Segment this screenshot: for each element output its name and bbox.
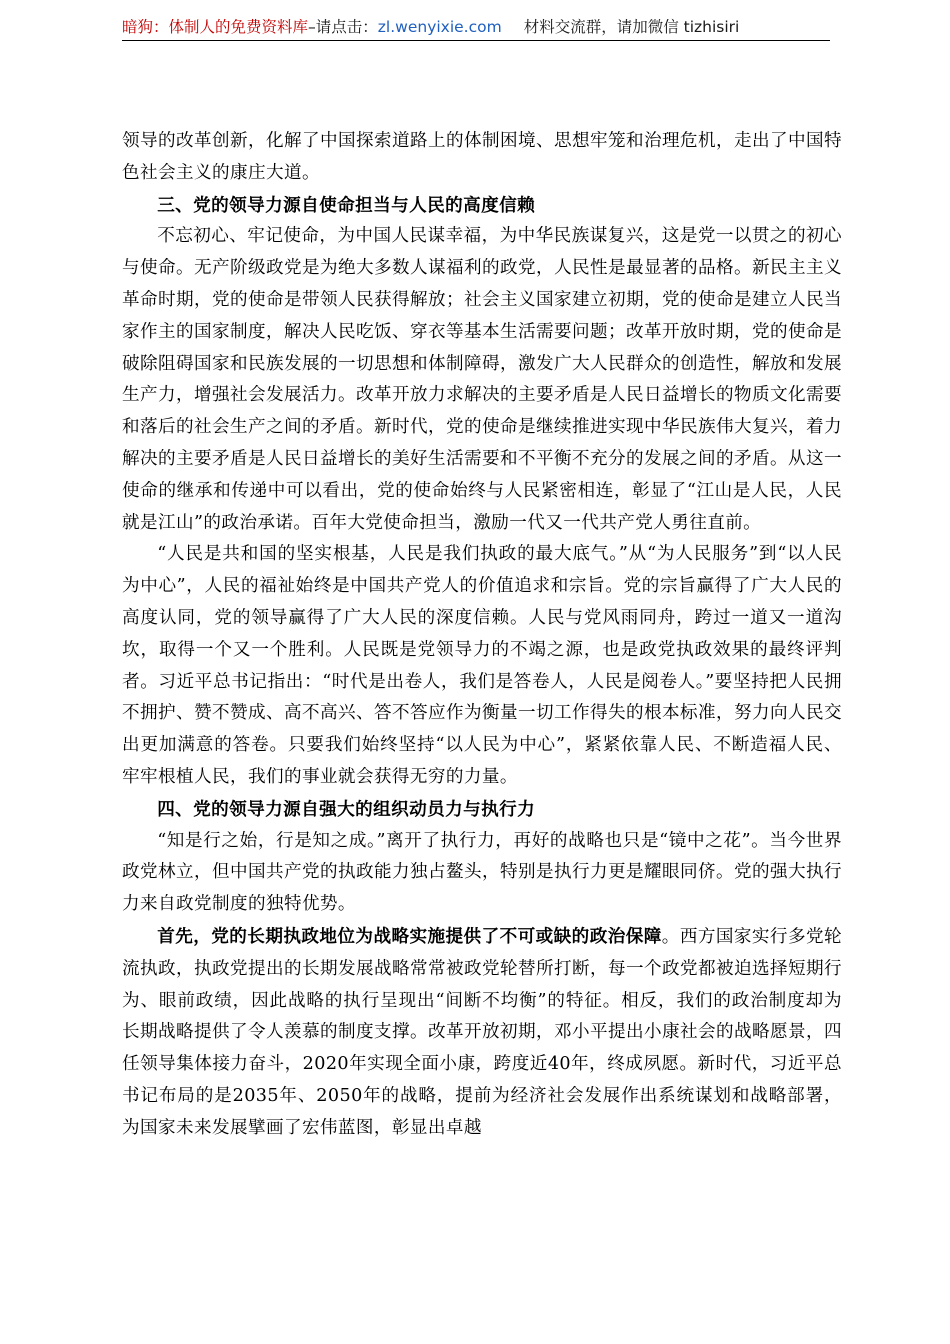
header-divider bbox=[122, 40, 830, 41]
paragraph-4b-lead: 首先，党的长期执政地位为战略实施提供了不可或缺的政治保障 bbox=[157, 925, 662, 947]
header-link[interactable]: zl.wenyixie.com bbox=[377, 18, 502, 36]
section-heading-3: 三、党的领导力源自使命担当与人民的高度信赖 bbox=[157, 194, 536, 216]
paragraph-3a: 不忘初心、牢记使命，为中国人民谋幸福，为中华民族谋复兴，这是党一以贯之的初心与使命。无产阶级政党是为绝大多数人谋福利的政党，人民性是最显著的品格。新民主主义革命时期，党的使命是带领人民获得解放；社会主义国家建立初期，党的使命是建立人民当家作主的国家制度，解决人民吃饭、穿衣等基本生活需要问题；改革开放时期，党的使命是破除阻碍国家和民族发展的一切思想和体制障碍，激发广大人民群众的创造性，解放和发展生产力，增强社会发展活力。改革开放力求解决的主要矛盾是人民日益增长的物质文化需要和落后的社会生产之间的矛盾。新时代，党的使命是继续推进实现中华民族伟大复兴，着力解决的主要矛盾是人民日益增长的美好生活需要和不平衡不充分的发展之间的矛盾。从这一使命的继承和传递中可以看出，党的使命始终与人民紧密相连，彰显了“江山是人民，人民就是江山”的政治承诺。百年大党使命担当，激励一代又一代共产党人勇往直前。 bbox=[122, 226, 842, 533]
paragraph-4b-text: 。西方国家实行多党轮流执政，执政党提出的长期发展战略常常被政党轮替所打断，每一个政党都被迫选择短期行为、眼前政绩，因此战略的执行呈现出“间断不均衡”的特征。相反，我们的政治制度却为长期战略提供了令人羡慕的制度支撑。改革开放初期，邓小平提出小康社会的战略愿景，四任领导集体接力奋斗，2020年实现全面小康，跨度近40年，终成夙愿。新时代，习近平总书记布局的是2035年、2050年的战略，提前为经济社会发展作出系统谋划和战略部署，为国家未来发展擘画了宏伟蓝图，彰显出卓越 bbox=[122, 926, 842, 1138]
page-header bbox=[122, 16, 830, 40]
document-body bbox=[122, 126, 842, 1145]
paragraph-3b: “人民是共和国的坚实根基，人民是我们执政的最大底气。”从“为人民服务”到“以人民为中心”，人民的福祉始终是中国共产党人的价值追求和宗旨。党的宗旨赢得了广大人民的高度认同，党的领导赢得了广大人民的深度信赖。人民与党风雨同舟，跨过一道又一道沟坎，取得一个又一个胜利。人民既是党领导力的不竭之源，也是政党执政效果的最终评判者。习近平总书记指出：“时代是出卷人，我们是答卷人，人民是阅卷人。”要坚持把人民拥不拥护、赞不赞成、高不高兴、答不答应作为衡量一切工作得失的根本标准，努力向人民交出更加满意的答卷。只要我们始终坚持“以人民为中心”，紧紧依靠人民、不断造福人民、牢牢根植人民，我们的事业就会获得无穷的力量。 bbox=[122, 544, 842, 787]
header-brand: 暗狗：体制人的免费资料库 bbox=[122, 18, 309, 36]
paragraph-intro: 领导的改革创新，化解了中国探索道路上的体制困境、思想牢笼和治理危机，走出了中国特色社会主义的康庄大道。 bbox=[122, 131, 842, 183]
header-group-note: 材料交流群，请加微信 tizhisiri bbox=[523, 18, 740, 36]
header-prompt: –请点击： bbox=[308, 18, 378, 36]
paragraph-4b bbox=[122, 921, 842, 1145]
section-heading-4: 四、党的领导力源自强大的组织动员力与执行力 bbox=[157, 798, 536, 820]
paragraph-4a: “知是行之始，行是知之成。”离开了执行力，再好的战略也只是“镜中之花”。当今世界政党林立，但中国共产党的执政能力独占鳌头，特别是执行力更是耀眼同侪。党的强大执行力来自政党制度的独特优势。 bbox=[122, 830, 842, 915]
